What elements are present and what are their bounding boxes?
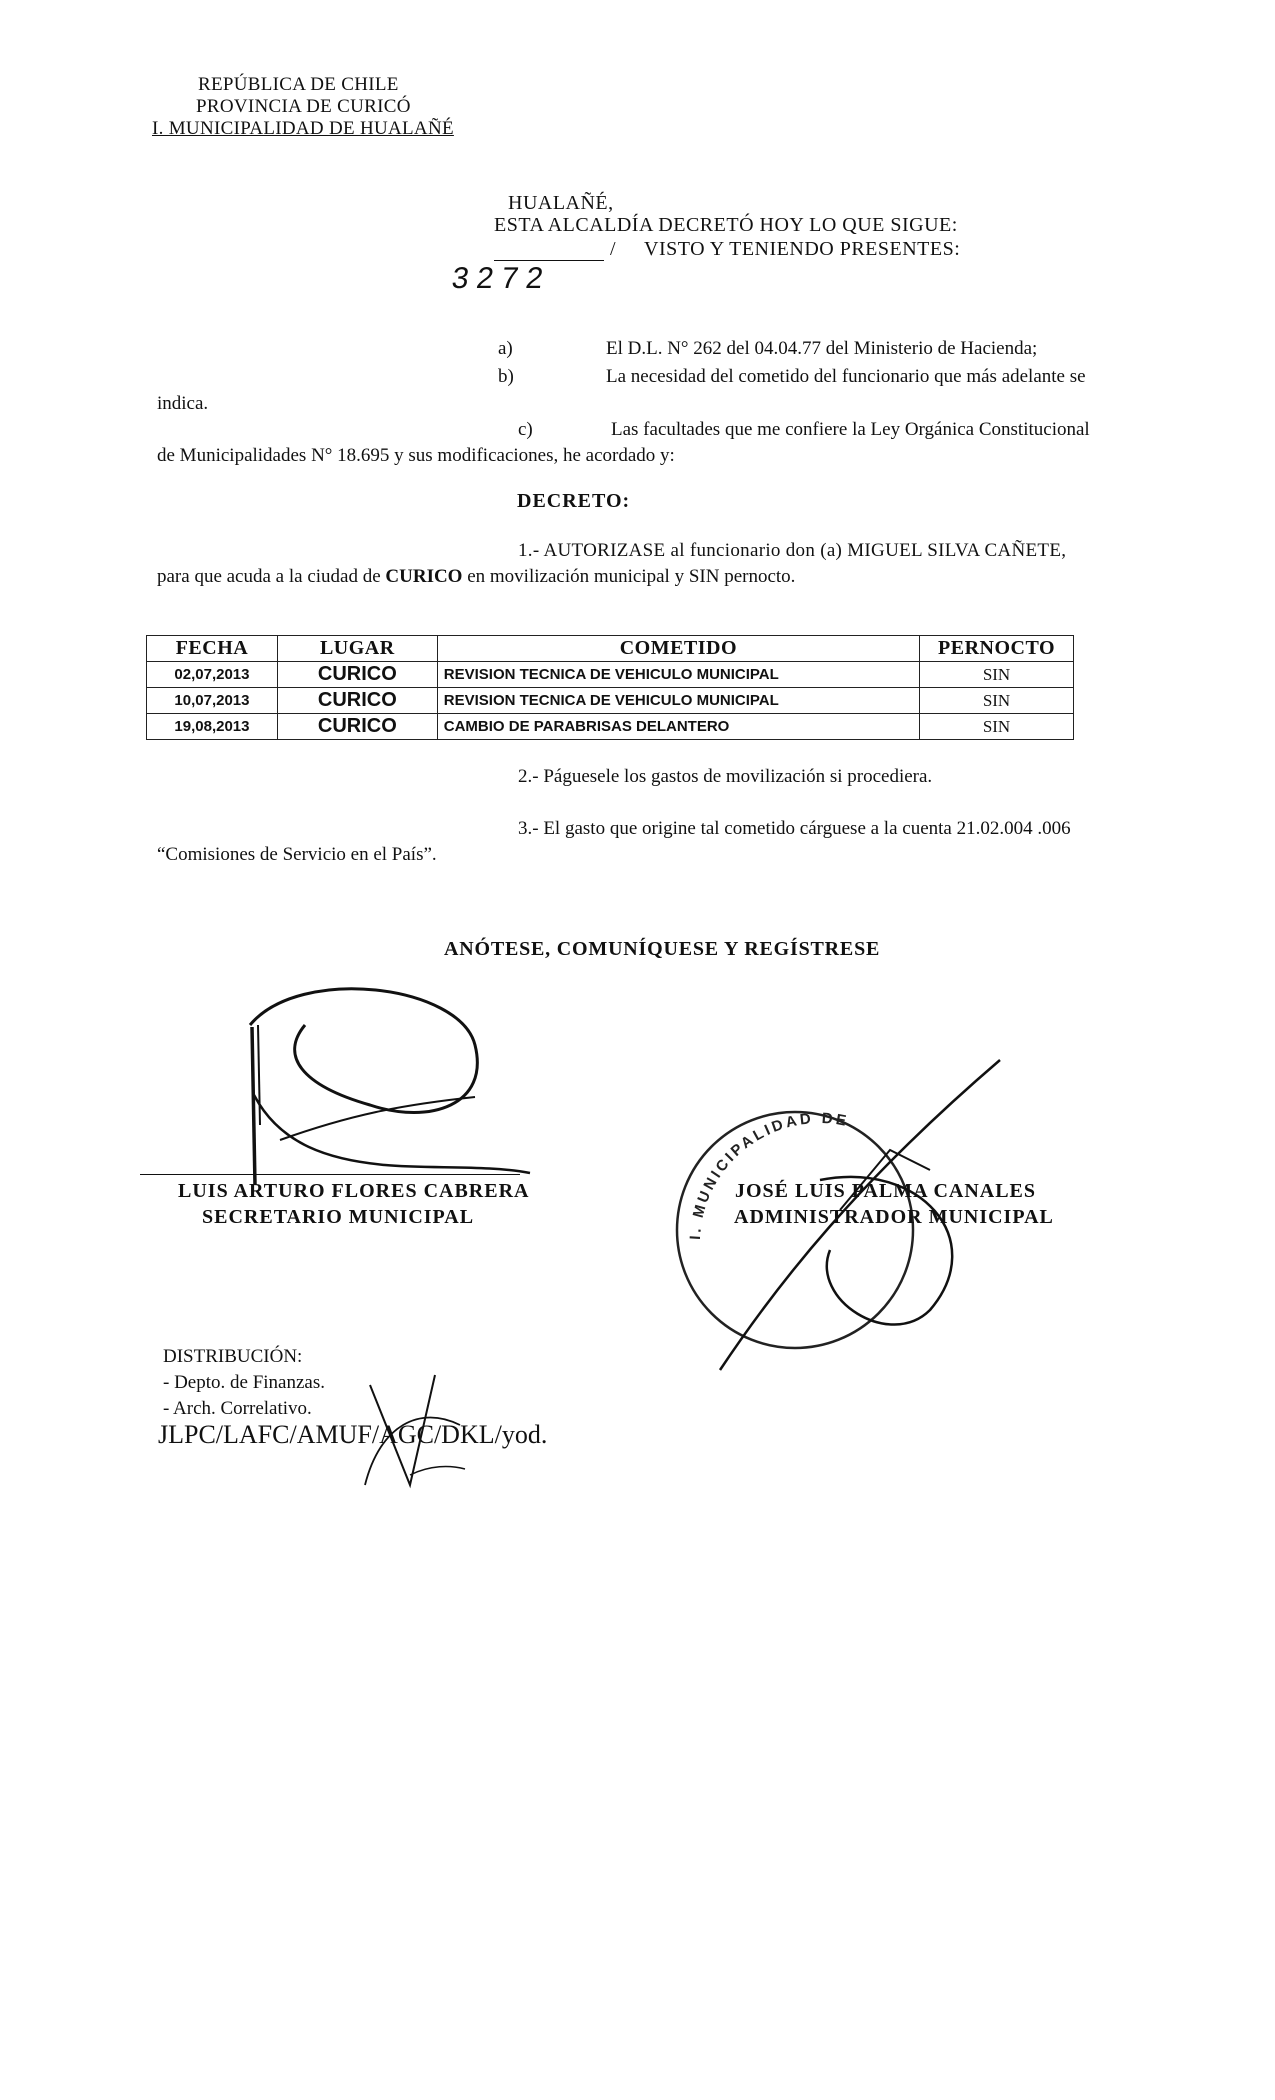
cell-pernocto: SIN	[920, 662, 1074, 688]
table-header-row	[147, 636, 1074, 662]
header-provincia: PROVINCIA DE CURICÓ	[196, 96, 411, 117]
cometidos-table	[146, 635, 1074, 740]
cell-fecha: 02,07,2013	[147, 662, 278, 688]
decree-statement: ESTA ALCALDÍA DECRETÓ HOY LO QUE SIGUE:	[494, 214, 958, 236]
table-row	[147, 662, 1074, 688]
cell-lugar: CURICO	[277, 662, 437, 688]
consideration-b-continuation: indica.	[157, 393, 209, 414]
distribution-item-finanzas: - Depto. de Finanzas.	[163, 1372, 325, 1393]
consideration-c-text: Las facultades que me confiere la Ley Orgánica Constitucional	[611, 419, 1090, 440]
header-lugar: LUGAR	[277, 636, 437, 662]
paragraph-3-line-2: “Comisiones de Servicio en el País”.	[157, 844, 437, 865]
paragraph-3-line-1: 3.- El gasto que origine tal cometido cárguese a la cuenta 21.02.004 .006	[518, 818, 1071, 839]
left-signature-scribble	[130, 985, 550, 1185]
p1-text-b: en movilización municipal y SIN pernocto.	[462, 566, 796, 587]
decree-number-handwritten: 3272	[449, 262, 554, 295]
header-republica: REPÚBLICA DE CHILE	[198, 74, 399, 95]
distribution-initials: JLPC/LAFC/AMUF/AGC/DKL/yod.	[158, 1420, 548, 1449]
cell-lugar: CURICO	[277, 688, 437, 714]
header-pernocto: PERNOCTO	[920, 636, 1074, 662]
consideration-a-text: El D.L. N° 262 del 04.04.77 del Ministerio de Hacienda;	[606, 338, 1038, 359]
decreto-paragraph-1-line-1: 1.- AUTORIZASE al funcionario don (a) MIGUEL SILVA CAÑETE,	[518, 540, 1067, 561]
cell-cometido: CAMBIO DE PARABRISAS DELANTERO	[437, 714, 919, 740]
paragraph-2: 2.- Páguesele los gastos de movilización si procediera.	[518, 766, 933, 787]
p1-city: CURICO	[385, 566, 463, 587]
cell-cometido: REVISION TECNICA DE VEHICULO MUNICIPAL	[437, 688, 919, 714]
p1-text-a: para que acuda a la ciudad de	[157, 566, 386, 587]
visto-line: VISTO Y TENIENDO PRESENTES:	[644, 238, 961, 260]
cell-lugar: CURICO	[277, 714, 437, 740]
header-cometido: COMETIDO	[437, 636, 919, 662]
cell-fecha: 10,07,2013	[147, 688, 278, 714]
header-municipalidad: I. MUNICIPALIDAD DE HUALAÑÉ	[152, 118, 454, 139]
distribution-title: DISTRIBUCIÓN:	[163, 1346, 303, 1367]
cell-fecha: 19,08,2013	[147, 714, 278, 740]
header-fecha: FECHA	[147, 636, 278, 662]
consideration-a-letter: a)	[498, 338, 513, 359]
decreto-title: DECRETO:	[517, 490, 631, 512]
number-underline	[494, 260, 604, 261]
cell-cometido: REVISION TECNICA DE VEHICULO MUNICIPAL	[437, 662, 919, 688]
left-signatory-title: SECRETARIO MUNICIPAL	[202, 1206, 475, 1228]
distribution-item-archivo: - Arch. Correlativo.	[163, 1398, 312, 1419]
consideration-b-letter: b)	[498, 366, 514, 387]
consideration-b-text: La necesidad del cometido del funcionario que más adelante se	[606, 366, 1086, 387]
left-signatory-name: LUIS ARTURO FLORES CABRERA	[178, 1180, 530, 1202]
stamp-text: I. MUNICIPALIDAD DE	[686, 1109, 851, 1241]
consideration-c-letter: c)	[518, 419, 533, 440]
table-row	[147, 714, 1074, 740]
city-line: HUALAÑÉ,	[508, 192, 614, 214]
left-signature-line	[140, 1174, 520, 1175]
decreto-paragraph-1-line-2	[157, 566, 795, 588]
closing-statement: ANÓTESE, COMUNÍQUESE Y REGÍSTRESE	[444, 938, 881, 960]
consideration-c-continuation: de Municipalidades N° 18.695 y sus modificaciones, he acordado y:	[157, 445, 675, 466]
slash-mark: /	[610, 238, 616, 260]
cell-pernocto: SIN	[920, 714, 1074, 740]
cell-pernocto: SIN	[920, 688, 1074, 714]
right-signatory-name: JOSÉ LUIS PALMA CANALES	[735, 1180, 1037, 1202]
right-signatory-title: ADMINISTRADOR MUNICIPAL	[734, 1206, 1054, 1228]
initials-scribble	[360, 1365, 470, 1505]
table-row	[147, 688, 1074, 714]
